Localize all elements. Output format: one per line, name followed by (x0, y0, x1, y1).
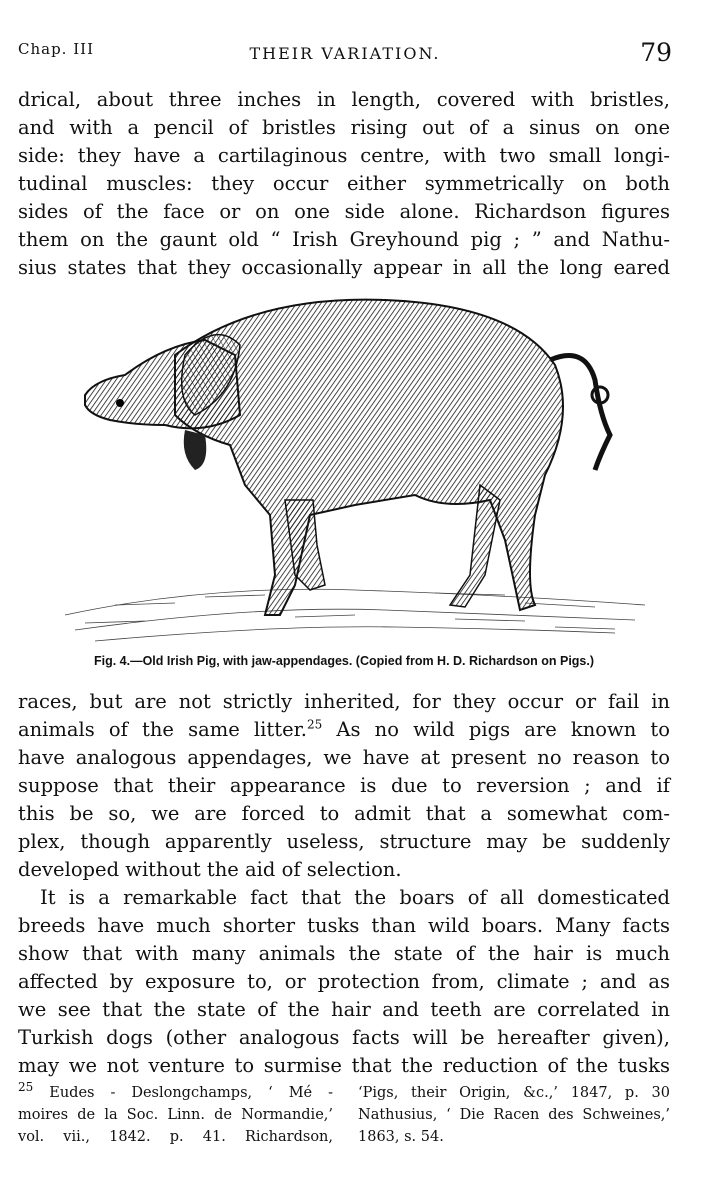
text-line: developed without the aid of selection. (18, 858, 402, 881)
pig-engraving (55, 285, 655, 655)
text-line: affected by exposure to, or protection from, climate ; and as (18, 970, 670, 993)
footnote-line: vol. vii., 1842. p. 41. Richardson, (18, 1129, 333, 1145)
footnote-left-column (18, 1082, 333, 1148)
text-fragment: As no wild pigs are known to (322, 718, 670, 741)
page-number: 79 (640, 38, 672, 67)
footnote-line (18, 1082, 333, 1104)
footnote-line: Nathusius, ‘ Die Racen des Schweines,’ (358, 1107, 670, 1123)
text-line: plex, though apparently useless, structure may be suddenly (18, 830, 670, 853)
text-line: suppose that their appearance is due to reversion ; and if (18, 774, 670, 797)
pig-eye (116, 399, 124, 407)
footnote-line: ‘Pigs, their Origin, &c.,’ 1847, p. 30 (358, 1085, 670, 1101)
footnote-ref: 25 (307, 717, 323, 732)
chapter-label: Chap. III (18, 40, 94, 58)
footnote-line: 1863, s. 54. (358, 1129, 444, 1145)
text-line: show that with many animals the state of the hair is much (18, 942, 670, 965)
text-line: may we not venture to surmise that the reduction of the tusks (18, 1054, 670, 1077)
footnote-right-column (358, 1082, 670, 1148)
running-title: THEIR VARIATION. (249, 44, 441, 63)
paragraph-mid (18, 688, 670, 884)
figure-caption: Fig. 4.—Old Irish Pig, with jaw-appendages. (Copied from H. D. Richardson on Pigs.) (93, 654, 595, 668)
text-line: this be so, we are forced to admit that a somewhat com- (18, 802, 670, 825)
text-line: have analogous appendages, we have at present no reason to (18, 746, 670, 769)
text-line: races, but are not strictly inherited, for they occur or fail in (18, 690, 670, 713)
footnote-marker: 25 (18, 1080, 34, 1095)
pig-illustration (55, 285, 655, 655)
text-line: Turkish dogs (other analogous facts will be hereafter given), (18, 1026, 670, 1049)
text-line: them on the gaunt old “ Irish Greyhound pig ; ” and Nathu- (18, 228, 670, 251)
text-fragment: animals of the same litter. (18, 718, 307, 741)
text-line: breeds have much shorter tusks than wild boars. Many facts (18, 914, 670, 937)
text-line: and with a pencil of bristles rising out of a sinus on one (18, 116, 670, 139)
text-line: sides of the face or on one side alone. Richardson figures (18, 200, 670, 223)
footnote-text: Eudes - Deslongchamps, ‘ Mé - (33, 1085, 333, 1101)
ground-hatching (65, 589, 645, 641)
paragraph-bottom (18, 884, 670, 1080)
text-line: side: they have a cartilaginous centre, with two small longi- (18, 144, 670, 167)
jaw-appendage (184, 430, 207, 470)
running-header (18, 38, 672, 72)
paragraph-top (18, 86, 670, 282)
text-line: drical, about three inches in length, covered with bristles, (18, 88, 670, 111)
text-line: It is a remarkable fact that the boars of all domesticated (40, 886, 670, 909)
text-line (18, 716, 670, 744)
text-line: tudinal muscles: they occur either symmetrically on both (18, 172, 670, 195)
footnote-line: moires de la Soc. Linn. de Normandie,’ (18, 1107, 333, 1123)
text-line: we see that the state of the hair and teeth are correlated in (18, 998, 670, 1021)
text-line: sius states that they occasionally appear in all the long eared (18, 256, 670, 279)
